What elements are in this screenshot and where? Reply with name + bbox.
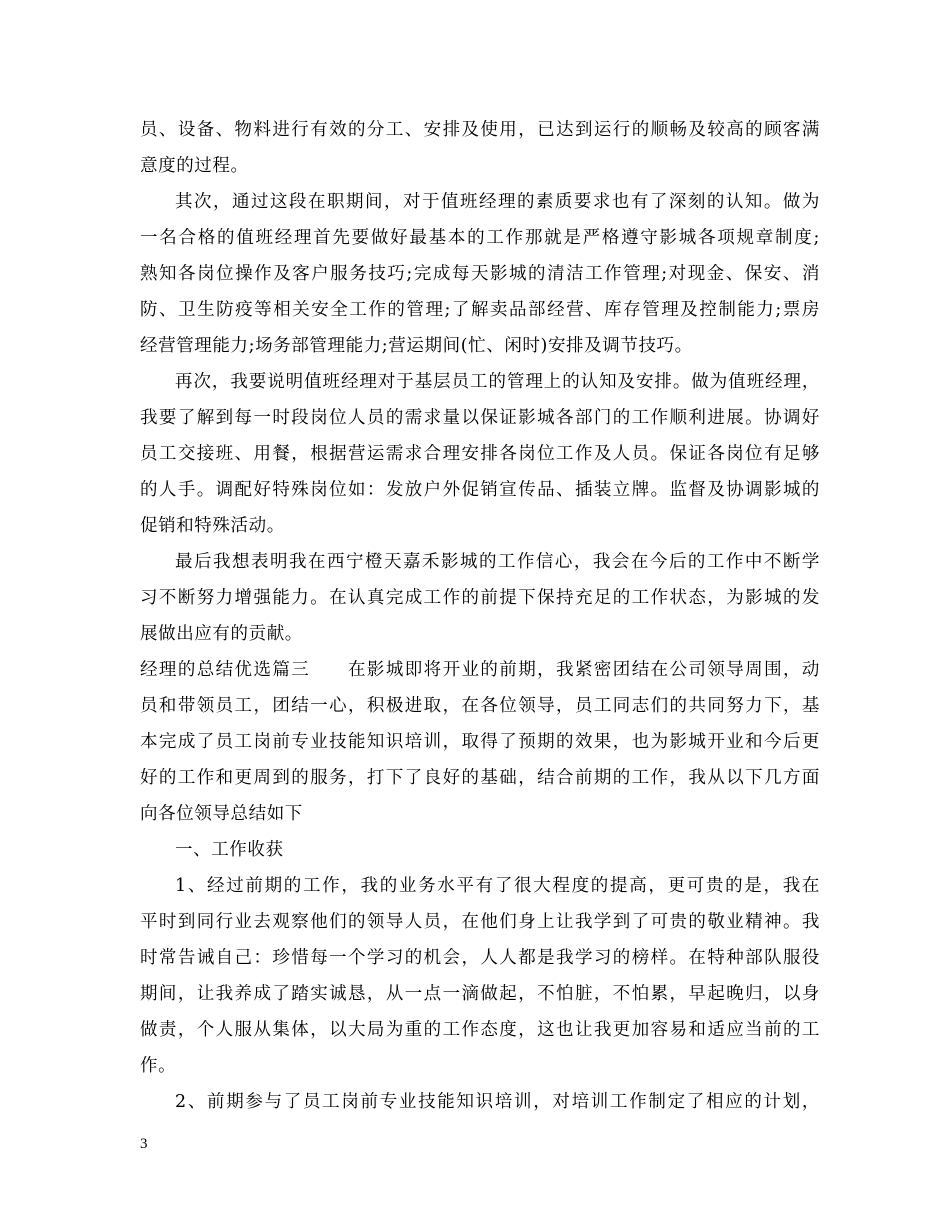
text-line: 员、设备、物料进行有效的分工、安排及使用，已达到运行的顺畅及较高的顾客满 bbox=[140, 120, 820, 140]
text-line: 促销和特殊活动。 bbox=[140, 516, 285, 536]
text-line: 防、卫生防疫等相关安全工作的管理;了解卖品部经营、库存管理及控制能力;票房 bbox=[140, 300, 820, 320]
text-line: 再次，我要说明值班经理对于基层员工的管理上的认知及安排。做为值班经理， bbox=[175, 372, 820, 392]
text-line: 1、经过前期的工作，我的业务水平有了很大程度的提高，更可贵的是，我在 bbox=[175, 876, 820, 896]
text-line: 展做出应有的贡献。 bbox=[140, 624, 303, 644]
text-line: 我要了解到每一时段岗位人员的需求量以保证影城各部门的工作顺利进展。协调好 bbox=[140, 408, 820, 428]
text-line: 其次，通过这段在职期间，对于值班经理的素质要求也有了深刻的认知。做为 bbox=[175, 192, 820, 212]
text-line: 熟知各岗位操作及客户服务技巧;完成每天影城的清洁工作管理;对现金、保安、消 bbox=[140, 264, 820, 284]
text-line: 经营管理能力;场务部管理能力;营运期间(忙、闲时)安排及调节技巧。 bbox=[140, 336, 693, 356]
text-line: 习不断努力增强能力。在认真完成工作的前提下保持充足的工作状态，为影城的发 bbox=[140, 588, 820, 608]
text-line: 最后我想表明我在西宁橙天嘉禾影城的工作信心，我会在今后的工作中不断学 bbox=[175, 552, 820, 572]
text-line: 做责，个人服从集体，以大局为重的工作态度，这也让我更加容易和适应当前的工 bbox=[140, 1020, 820, 1040]
text-line: 好的工作和更周到的服务，打下了良好的基础，结合前期的工作，我从以下几方面 bbox=[140, 768, 820, 788]
text-line: 期间，让我养成了踏实诚恳，从一点一滴做起，不怕脏，不怕累，早起晚归，以身 bbox=[140, 984, 820, 1004]
text-line: 时常告诫自己：珍惜每一个学习的机会，人人都是我学习的榜样。在特种部队服役 bbox=[140, 948, 820, 968]
page-number: 3 bbox=[140, 1136, 148, 1152]
text-line: 员工交接班、用餐，根据营运需求合理安排各岗位工作及人员。保证各岗位有足够 bbox=[140, 444, 820, 464]
text-line: 作。 bbox=[140, 1056, 177, 1076]
text-line: 平时到同行业去观察他们的领导人员，在他们身上让我学到了可贵的敬业精神。我 bbox=[140, 912, 820, 932]
text-line: 员和带领员工，团结一心，积极进取，在各位领导，员工同志们的共同努力下，基 bbox=[140, 696, 820, 716]
text-line: 向各位领导总结如下 bbox=[140, 804, 303, 824]
text-line: 本完成了员工岗前专业技能知识培训，取得了预期的效果，也为影城开业和今后更 bbox=[140, 732, 820, 752]
text-line: 一名合格的值班经理首先要做好最基本的工作那就是严格遵守影城各项规章制度; bbox=[140, 228, 820, 248]
text-line: 的人手。调配好特殊岗位如：发放户外促销宣传品、插装立牌。监督及协调影城的 bbox=[140, 480, 820, 500]
text-line: 意度的过程。 bbox=[140, 156, 249, 176]
text-line: 2、前期参与了员工岗前专业技能知识培训，对培训工作制定了相应的计划， bbox=[175, 1092, 820, 1112]
section-heading-line: 经理的总结优选篇三 在影城即将开业的前期，我紧密团结在公司领导周围，动 bbox=[140, 660, 820, 680]
subheading: 一、工作收获 bbox=[175, 840, 284, 860]
